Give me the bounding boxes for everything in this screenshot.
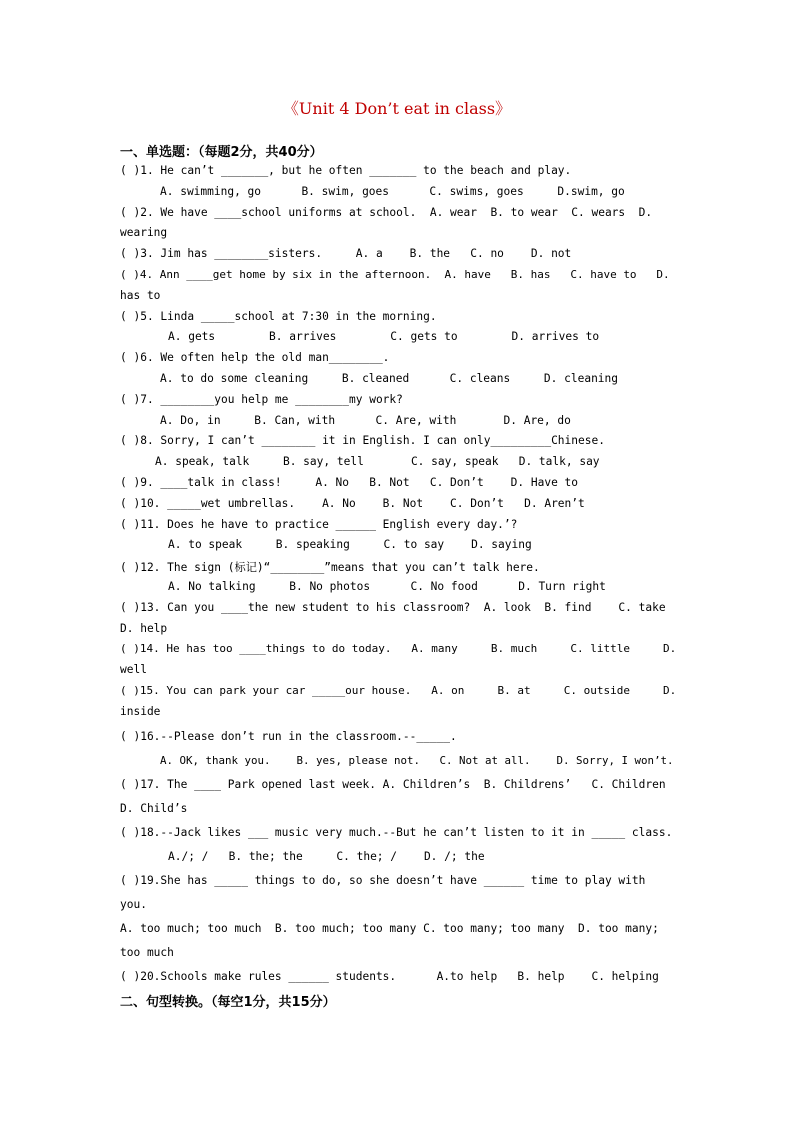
question-19-options: A. too much; too much B. too much; too many C. too many; too many D. too many; bbox=[120, 922, 659, 935]
question-19-options-cont: too much bbox=[120, 946, 174, 959]
question-4: ( )4. Ann ____get home by six in the afternoon. A. have B. has C. have to D. bbox=[120, 268, 670, 281]
question-17: ( )17. The ____ Park opened last week. A. Children’s B. Childrens’ C. Children bbox=[120, 778, 666, 791]
question-19-cont: you. bbox=[120, 898, 147, 911]
question-16-options: A. OK, thank you. B. yes, please not. C. Not at all. D. Sorry, I won’t. bbox=[160, 754, 674, 767]
question-18: ( )18.--Jack likes ___ music very much.--But he can’t listen to it in _____ class. bbox=[120, 826, 673, 839]
question-3: ( )3. Jim has ________sisters. A. a B. the C. no D. not bbox=[120, 247, 572, 260]
question-15: ( )15. You can park your car _____our house. A. on B. at C. outside D. bbox=[120, 684, 677, 697]
question-9: ( )9. ____talk in class! A. No B. Not C. Don’t D. Have to bbox=[120, 476, 579, 489]
question-2-cont: wearing bbox=[120, 226, 168, 239]
question-16: ( )16.--Please don’t run in the classroom.--_____. bbox=[120, 730, 457, 743]
question-6-options: A. to do some cleaning B. cleaned C. cleans D. cleaning bbox=[160, 372, 619, 385]
question-17-cont: D. Child’s bbox=[120, 802, 188, 815]
question-13-cont: D. help bbox=[120, 622, 168, 635]
page-title: 《Unit 4 Don’t eat in class》 bbox=[282, 99, 512, 118]
question-1-options: A. swimming, go B. swim, goes C. swims, goes D.swim, go bbox=[160, 185, 625, 198]
question-13: ( )13. Can you ____the new student to his classroom? A. look B. find C. take bbox=[120, 601, 666, 614]
question-14-cont: well bbox=[120, 663, 147, 676]
question-12-options: A. No talking B. No photos C. No food D. Turn right bbox=[168, 580, 606, 593]
question-7-options: A. Do, in B. Can, with C. Are, with D. Are, do bbox=[160, 414, 571, 427]
question-19: ( )19.She has _____ things to do, so she doesn’t have ______ time to play with bbox=[120, 874, 646, 887]
question-11-options: A. to speak B. speaking C. to say D. saying bbox=[168, 538, 532, 551]
question-11: ( )11. Does he have to practice ______ English every day.’? bbox=[120, 518, 518, 531]
question-12: ( )12. The sign (标记)“________”means that you can’t talk here. bbox=[120, 561, 540, 574]
question-8-options: A. speak, talk B. say, tell C. say, speak D. talk, say bbox=[155, 455, 600, 468]
question-5-options: A. gets B. arrives C. gets to D. arrives to bbox=[168, 330, 600, 343]
question-1: ( )1. He can’t _______, but he often _______ to the beach and play. bbox=[120, 164, 572, 177]
question-8: ( )8. Sorry, I can’t ________ it in English. I can only_________Chinese. bbox=[120, 434, 605, 447]
question-20: ( )20.Schools make rules ______ students. A.to help B. help C. helping bbox=[120, 970, 659, 983]
question-6: ( )6. We often help the old man________. bbox=[120, 351, 390, 364]
question-2: ( )2. We have ____school uniforms at school. A. wear B. to wear C. wears D. bbox=[120, 206, 653, 219]
section-heading-multiple-choice: 一、单选题：（每题2分，共40分） bbox=[120, 145, 323, 160]
question-15-cont: inside bbox=[120, 705, 161, 718]
question-14: ( )14. He has too ____things to do today. A. many B. much C. little D. bbox=[120, 642, 677, 655]
question-5: ( )5. Linda _____school at 7:30 in the morning. bbox=[120, 310, 437, 323]
question-10: ( )10. _____wet umbrellas. A. No B. Not C. Don’t D. Aren’t bbox=[120, 497, 585, 510]
question-7: ( )7. ________you help me ________my work? bbox=[120, 393, 403, 406]
question-4-cont: has to bbox=[120, 289, 161, 302]
question-18-options: A./; / B. the; the C. the; / D. /; the bbox=[168, 850, 485, 863]
section-heading-sentence-transformation: 二、句型转换。（每空1分，共15分） bbox=[120, 995, 336, 1010]
